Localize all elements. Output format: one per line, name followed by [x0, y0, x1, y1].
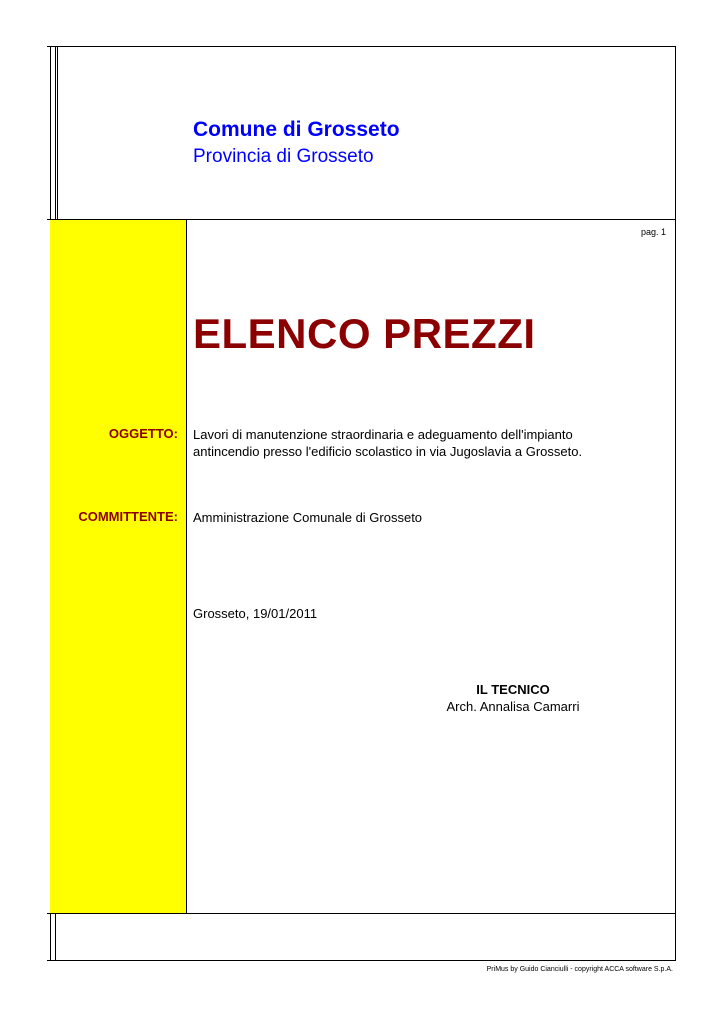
label-column	[50, 220, 186, 913]
tecnico-name: Arch. Annalisa Camarri	[446, 699, 580, 714]
oggetto-value	[193, 426, 582, 460]
page-number: pag. 1	[640, 227, 666, 237]
oggetto-label: OGGETTO:	[108, 426, 178, 441]
committente-value: Amministrazione Comunale di Grosseto	[193, 510, 423, 525]
place-date: Grosseto, 19/01/2011	[193, 606, 318, 621]
committente-label: COMMITTENTE:	[78, 509, 178, 524]
document-title: ELENCO PREZZI	[193, 310, 536, 357]
oggetto-line-2: antincendio presso l'edificio scolastico in via Jugoslavia a Grosseto.	[193, 444, 583, 459]
footer-copyright: PriMus by Guido Cianciulli - copyright ACCA software S.p.A.	[486, 966, 673, 973]
oggetto-line-1: Lavori di manutenzione straordinaria e adeguamento dell'impianto	[193, 427, 573, 442]
provincia-subtitle: Provincia di Grosseto	[193, 146, 374, 167]
bottom-separator	[47, 913, 676, 914]
comune-title: Comune di Grosseto	[193, 118, 400, 141]
tecnico-title: IL TECNICO	[476, 682, 550, 697]
frame-inner-line	[57, 46, 58, 220]
column-divider	[186, 220, 187, 913]
